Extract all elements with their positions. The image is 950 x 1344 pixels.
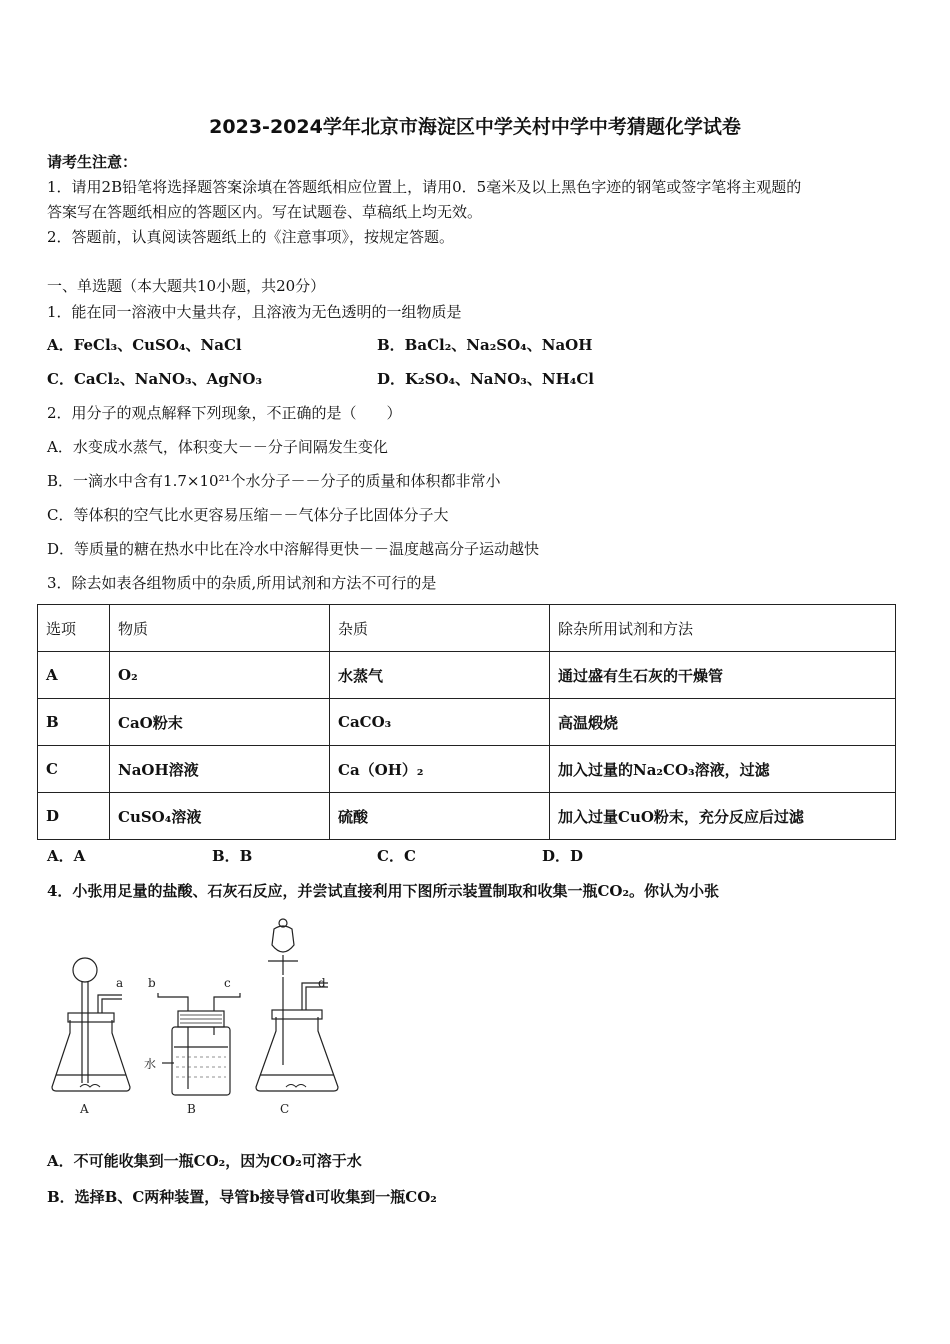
q4-option-a: A．不可能收集到一瓶CO₂，因为CO₂可溶于水 — [47, 1152, 362, 1170]
label-water: 水 — [144, 1057, 157, 1071]
q3-option-d: D．D — [542, 847, 584, 865]
notice-heading: 请考生注意： — [47, 153, 138, 171]
table-header-cell: 除杂所用试剂和方法 — [550, 605, 896, 652]
table-cell: 水蒸气 — [330, 652, 550, 699]
table-header-cell: 杂质 — [330, 605, 550, 652]
label-d: d — [318, 976, 326, 990]
section-heading: 一、单选题（本大题共10小题，共20分） — [47, 277, 326, 295]
q3-option-a: A．A — [47, 847, 86, 865]
q1-option-c: C．CaCl₂、NaNO₃、AgNO₃ — [47, 370, 263, 388]
table-cell: C — [38, 746, 110, 793]
apparatus-diagram — [40, 915, 340, 1120]
q1-stem: 1．能在同一溶液中大量共存，且溶液为无色透明的一组物质是 — [47, 303, 462, 321]
table-cell: 硫酸 — [330, 793, 550, 840]
caption-c: C — [280, 1102, 290, 1116]
label-a: a — [116, 976, 124, 990]
q2-option-c: C．等体积的空气比水更容易压缩－－气体分子比固体分子大 — [47, 506, 449, 524]
q2-option-d: D．等质量的糖在热水中比在冷水中溶解得更快－－温度越高分子运动越快 — [47, 540, 540, 558]
table-cell: O₂ — [110, 652, 330, 699]
table-row — [38, 699, 896, 746]
notice-line-1: 1．请用2B铅笔将选择题答案涂填在答题纸相应位置上，请用0．5毫米及以上黑色字迹的钢笔或签字笔将主观题的 — [47, 178, 802, 196]
table-row — [38, 793, 896, 840]
table-cell: D — [38, 793, 110, 840]
table-row — [38, 652, 896, 699]
q3-option-c: C．C — [377, 847, 416, 865]
q3-option-b: B．B — [212, 847, 253, 865]
table-cell: Ca（OH）₂ — [330, 746, 550, 793]
caption-b: B — [187, 1102, 196, 1116]
q1-option-a: A．FeCl₃、CuSO₄、NaCl — [47, 336, 242, 354]
table-cell: A — [38, 652, 110, 699]
q2-stem: 2．用分子的观点解释下列现象，不正确的是（ ） — [47, 404, 402, 422]
notice-line-3: 2．答题前，认真阅读答题纸上的《注意事项》，按规定答题。 — [47, 228, 455, 246]
table-cell: CuSO₄溶液 — [110, 793, 330, 840]
table-header-row — [38, 605, 896, 652]
q2-option-a: A．水变成水蒸气，体积变大－－分子间隔发生变化 — [47, 438, 388, 456]
q1-option-d: D．K₂SO₄、NaNO₃、NH₄Cl — [377, 370, 594, 388]
q1-option-b: B．BaCl₂、Na₂SO₄、NaOH — [377, 336, 593, 354]
table-cell: B — [38, 699, 110, 746]
q3-table — [37, 604, 896, 840]
table-cell: 加入过量的Na₂CO₃溶液，过滤 — [550, 746, 896, 793]
caption-a: A — [80, 1102, 89, 1116]
label-c: c — [224, 976, 231, 990]
table-header-cell: 选项 — [38, 605, 110, 652]
table-cell: 加入过量CuO粉末，充分反应后过滤 — [550, 793, 896, 840]
q4-option-b: B．选择B、C两种装置，导管b接导管d可收集到一瓶CO₂ — [47, 1188, 437, 1206]
table-row — [38, 746, 896, 793]
table-cell: CaO粉末 — [110, 699, 330, 746]
q2-option-b: B．一滴水中含有1.7×10²¹个水分子－－分子的质量和体积都非常小 — [47, 472, 501, 490]
label-b: b — [148, 976, 156, 990]
apparatus-b-bottle — [158, 993, 240, 1095]
notice-line-2: 答案写在答题纸相应的答题区内。写在试题卷、草稿纸上均无效。 — [47, 203, 483, 221]
table-header-cell: 物质 — [110, 605, 330, 652]
page-title: 2023-2024学年北京市海淀区中学关村中学中考猜题化学试卷 — [209, 116, 741, 138]
apparatus-c-flask — [256, 919, 338, 1091]
table-cell: 高温煅烧 — [550, 699, 896, 746]
table-cell: CaCO₃ — [330, 699, 550, 746]
q4-stem: 4．小张用足量的盐酸、石灰石反应，并尝试直接利用下图所示装置制取和收集一瓶CO₂。你认为小张 — [47, 882, 720, 900]
table-cell: 通过盛有生石灰的干燥管 — [550, 652, 896, 699]
table-cell: NaOH溶液 — [110, 746, 330, 793]
q3-stem: 3．除去如表各组物质中的杂质,所用试剂和方法不可行的是 — [47, 574, 437, 592]
